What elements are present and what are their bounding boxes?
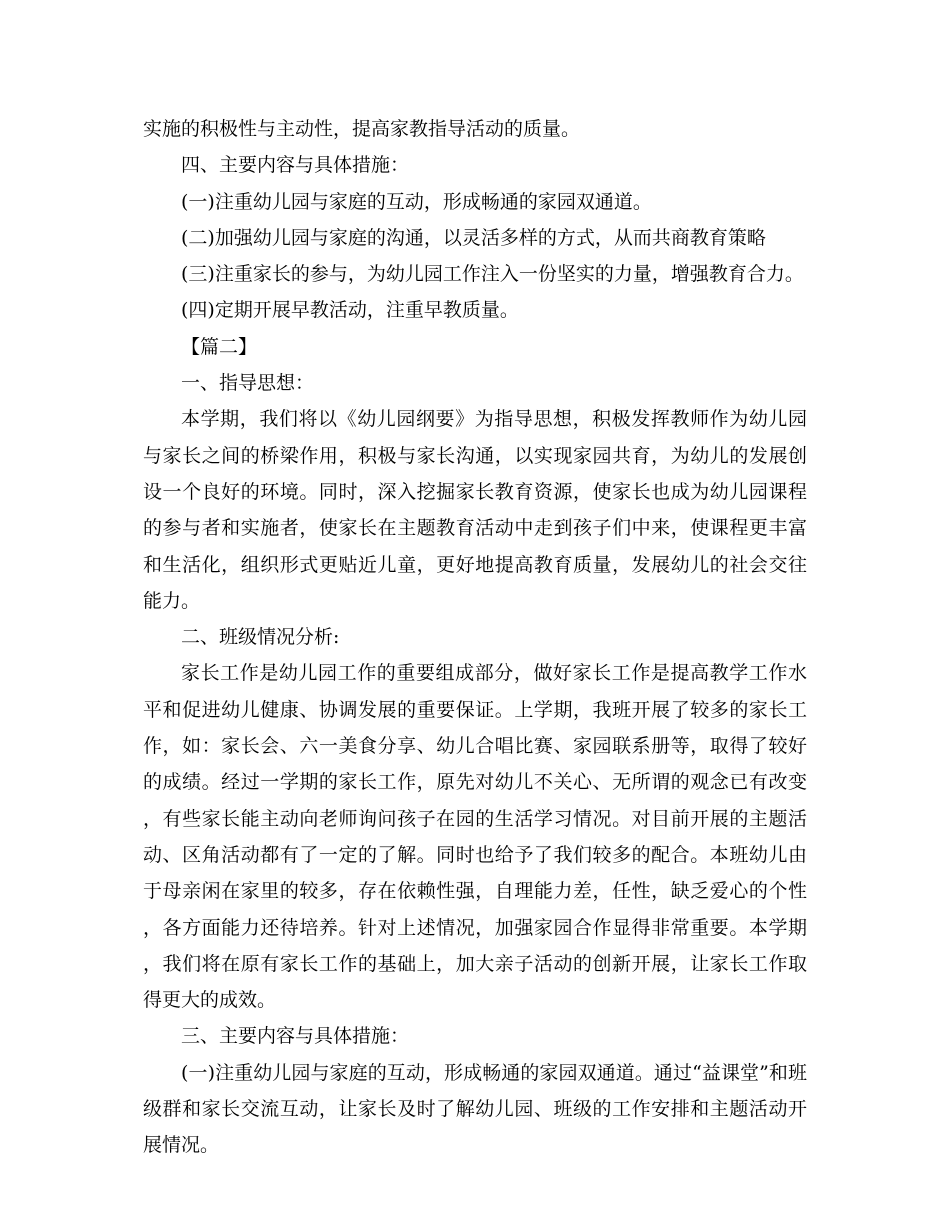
list-item-3: (三)注重家长的参与，为幼儿园工作注入一份坚实的力量，增强教育合力。 — [181, 263, 804, 286]
paragraph-guiding-thought: 本学期，我们将以《幼儿园纲要》为指导思想，积极发挥教师作为幼儿园与家长之间的桥梁作用，积极与家长沟通，以实现家园共育，为幼儿的发展创设一个良好的环境。同时，深入挖掘家长教育资源，使家长也成为幼儿园课程的参与者和实施者，使家长在主题教育活动中走到孩子们中来，使课程更丰富和生活化，组织形式更贴近儿童，更好地提高教育质量，发展幼儿的社会交往能力。 — [143, 408, 807, 612]
section-heading-4: 四、主要内容与具体措施： — [181, 154, 410, 177]
section-heading-1: 一、指导思想： — [181, 372, 315, 395]
list-item-1: (一)注重幼儿园与家庭的互动，形成畅通的家园双通道。 — [181, 190, 652, 213]
section-heading-2: 二、班级情况分析: — [181, 626, 340, 649]
section-heading-3: 三、主要内容与具体措施： — [181, 1025, 410, 1048]
document-body — [143, 111, 807, 1164]
list-item-4: (四)定期开展早教活动，注重早教质量。 — [181, 299, 519, 322]
chapter-heading: 【篇二】 — [181, 335, 258, 358]
list-item-2: (二)加强幼儿园与家庭的沟通，以灵活多样的方式，从而共商教育策略 — [181, 226, 766, 249]
paragraph-class-analysis: 家长工作是幼儿园工作的重要组成部分，做好家长工作是提高教学工作水平和促进幼儿健康、协调发展的重要保证。上学期，我班开展了较多的家长工作，如：家长会、六一美食分享、幼儿合唱比赛、家园联系册等，取得了较好的成绩。经过一学期的家长工作，原先对幼儿不关心、无所谓的观念已有改变，有些家长能主动向老师询问孩子在园的生活学习情况。对目前开展的主题活动、区角活动都有了一定的了解。同时也给予了我们较多的配合。本班幼儿由于母亲闲在家里的较多，存在依赖性强，自理能力差，任性，缺乏爱心的个性，各方面能力还待培养。针对上述情况，加强家园合作显得非常重要。本学期，我们将在原有家长工作的基础上，加大亲子活动的创新开展，让家长工作取得更大的成效。 — [143, 662, 807, 1012]
list-item-measure-1: (一)注重幼儿园与家庭的互动，形成畅通的家园双通道。通过“益课堂”和班级群和家长交流互动，让家长及时了解幼儿园、班级的工作安排和主题活动开展情况。 — [143, 1061, 807, 1157]
paragraph-continuation: 实施的积极性与主动性，提高家教指导活动的质量。 — [143, 118, 581, 140]
